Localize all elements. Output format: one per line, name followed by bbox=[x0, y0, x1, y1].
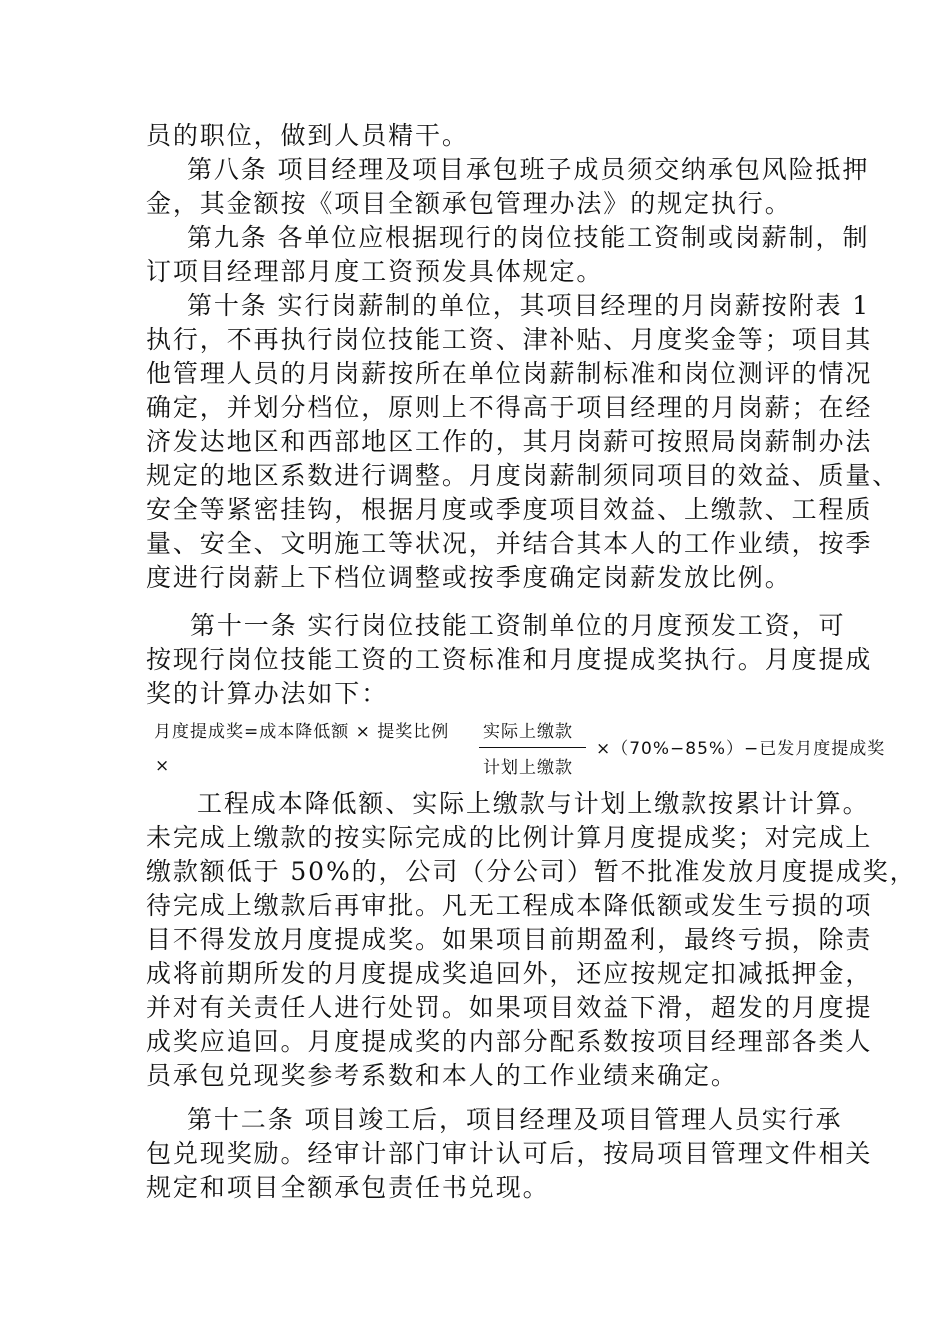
article-12-line: 规定和项目全额承包责任书兑现。 bbox=[146, 1173, 550, 1202]
article-8-line: 金，其金额按《项目全额承包管理办法》的规定执行。 bbox=[146, 189, 792, 218]
article-10-line: 第十条 实行岗薪制的单位，其项目经理的月岗薪按附表 1 bbox=[187, 291, 871, 320]
formula-lhs: 月度提成奖=成本降低额 × 提奖比例 bbox=[154, 722, 450, 742]
article-10-line: 确定，并划分档位，原则上不得高于项目经理的月岗薪；在经 bbox=[146, 393, 873, 422]
paragraph-line: 员承包兑现奖参考系数和本人的工作业绩来确定。 bbox=[146, 1061, 738, 1090]
article-9-line: 订项目经理部月度工资预发具体规定。 bbox=[146, 257, 604, 286]
article-10-line: 规定的地区系数进行调整。月度岗薪制须同项目的效益、质量、 bbox=[146, 461, 900, 490]
article-8-line: 第八条 项目经理及项目承包班子成员须交纳承包风险抵押 bbox=[187, 155, 870, 184]
formula-times-sign: × bbox=[155, 756, 171, 776]
article-11-line: 奖的计算办法如下： bbox=[146, 679, 389, 708]
article-10-line: 执行，不再执行岗位技能工资、津补贴、月度奖金等；项目其 bbox=[146, 325, 873, 354]
paragraph-line: 并对有关责任人进行处罚。如果项目效益下滑，超发的月度提 bbox=[146, 993, 873, 1022]
paragraph-line: 目不得发放月度提成奖。如果项目前期盈利，最终亏损，除责 bbox=[146, 925, 873, 954]
article-10-line: 济发达地区和西部地区工作的，其月岗薪可按照局岗薪制办法 bbox=[146, 427, 873, 456]
article-9-line: 第九条 各单位应根据现行的岗位技能工资制或岗薪制，制 bbox=[187, 223, 870, 252]
formula-denominator: 计划上缴款 bbox=[483, 758, 573, 778]
article-10-line: 度进行岗薪上下档位调整或按季度确定岗薪发放比例。 bbox=[146, 563, 792, 592]
article-10-line: 安全等紧密挂钩，根据月度或季度项目效益、上缴款、工程质 bbox=[146, 495, 873, 524]
paragraph-line: 成将前期所发的月度提成奖追回外，还应按规定扣减抵押金， bbox=[146, 959, 873, 988]
article-12-line: 包兑现奖励。经审计部门审计认可后，按局项目管理文件相关 bbox=[146, 1139, 873, 1168]
paragraph-line: 待完成上缴款后再审批。凡无工程成本降低额或发生亏损的项 bbox=[146, 891, 873, 920]
formula-numerator: 实际上缴款 bbox=[483, 722, 573, 742]
formula-tail: ×（70%−85%）−已发月度提成奖 bbox=[596, 739, 886, 759]
paragraph-line: 未完成上缴款的按实际完成的比例计算月度提成奖；对完成上 bbox=[146, 823, 873, 852]
article-11-line: 按现行岗位技能工资的工资标准和月度提成奖执行。月度提成 bbox=[146, 645, 873, 674]
paragraph-line: 成奖应追回。月度提成奖的内部分配系数按项目经理部各类人 bbox=[146, 1027, 873, 1056]
article-10-line: 他管理人员的月岗薪按所在单位岗薪制标准和岗位测评的情况 bbox=[146, 359, 873, 388]
fraction-bar bbox=[479, 747, 586, 748]
paragraph-line: 工程成本降低额、实际上缴款与计划上缴款按累计计算。 bbox=[197, 789, 870, 818]
article-10-line: 量、安全、文明施工等状况，并结合其本人的工作业绩，按季 bbox=[146, 529, 873, 558]
article-12-line: 第十二条 项目竣工后，项目经理及项目管理人员实行承 bbox=[187, 1105, 843, 1134]
paragraph-line: 缴款额低于 50%的，公司（分公司）暂不批准发放月度提成奖， bbox=[146, 857, 917, 886]
paragraph-line: 员的职位，做到人员精干。 bbox=[146, 121, 469, 150]
article-11-line: 第十一条 实行岗位技能工资制单位的月度预发工资，可 bbox=[190, 611, 846, 640]
